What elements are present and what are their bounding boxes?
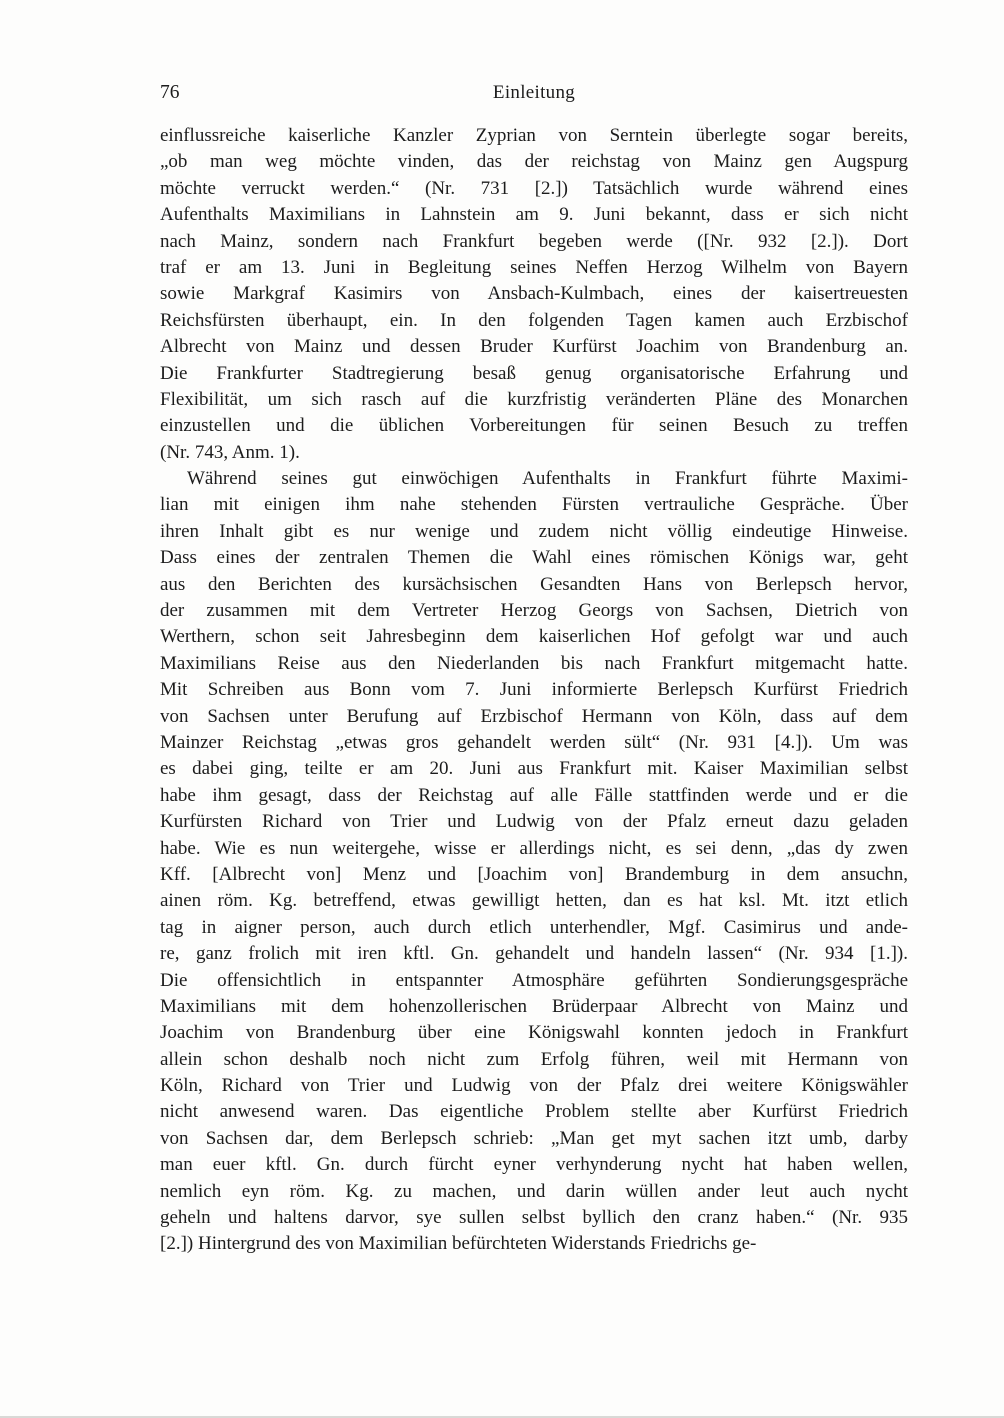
text-line: von Sachsen unter Berufung auf Erzbischof Hermann von Köln, dass auf dem <box>160 705 908 727</box>
text-line: Die Frankfurter Stadtregierung besaß genug organisatorische Erfahrung und <box>160 362 908 384</box>
text-line: Dass eines der zentralen Themen die Wahl eines römischen Königs war, geht <box>160 547 908 569</box>
text-line: von Sachsen dar, dem Berlepsch schrieb: „Man get myt sachen itzt umb, darby <box>160 1127 908 1149</box>
text-line: Die offensichtlich in entspannter Atmosphäre geführten Sondierungsgespräche <box>160 969 908 991</box>
text-line: [2.]) Hintergrund des von Maximilian befürchteten Widerstands Friedrichs ge- <box>160 1233 757 1255</box>
text-line: nicht anwesend waren. Das eigentliche Problem stellte aber Kurfürst Friedrich <box>160 1101 908 1123</box>
text-line: allein schon deshalb noch nicht zum Erfolg führen, weil mit Hermann von <box>160 1048 908 1070</box>
text-line: Flexibilität, um sich rasch auf die kurzfristig veränderten Pläne des Monarchen <box>160 388 908 410</box>
text-line: möchte verruckt werden.“ (Nr. 731 [2.]) Tatsächlich wurde während eines <box>160 177 908 199</box>
text-line: Maximilians mit dem hohenzollerischen Brüderpaar Albrecht von Mainz und <box>160 995 908 1017</box>
section-heading: Einleitung <box>492 82 576 103</box>
text-line: Albrecht von Mainz und dessen Bruder Kurfürst Joachim von Brandenburg an. <box>160 336 908 358</box>
paragraph <box>160 123 908 466</box>
text-line: aus den Berichten des kursächsischen Gesandten Hans von Berlepsch hervor, <box>160 573 908 595</box>
text-line: Köln, Richard von Trier und Ludwig von der Pfalz drei weitere Königswähler <box>160 1075 908 1097</box>
text-line: traf er am 13. Juni in Begleitung seines Neffen Herzog Wilhelm von Bayern <box>160 256 908 278</box>
text-line: Maximilians Reise aus den Niederlanden bis nach Frankfurt mitgemacht hatte. <box>160 652 908 674</box>
text-line: man euer kftl. Gn. durch fürcht eyner verhynderung nycht hat haben wellen, <box>160 1154 908 1176</box>
text-line: ainen röm. Kg. betreffend, etwas gewilligt hetten, dan es hat ksl. Mt. itzt etlich <box>160 890 908 912</box>
text-line: Mit Schreiben aus Bonn vom 7. Juni informierte Berlepsch Kurfürst Friedrich <box>160 679 908 701</box>
text-line: nemlich eyn röm. Kg. zu machen, und darin wüllen ander leut auch nycht <box>160 1180 908 1202</box>
text-block <box>160 123 908 1258</box>
text-line: einzustellen und die üblichen Vorbereitungen für seinen Besuch zu treffen <box>160 415 908 437</box>
text-line: Kurfürsten Richard von Trier und Ludwig von der Pfalz erneut dazu geladen <box>160 811 908 833</box>
text-line: Werthern, schon seit Jahresbeginn dem kaiserlichen Hof gefolgt war und auch <box>160 626 908 648</box>
page-number: 76 <box>160 82 180 103</box>
text-line: habe. Wie es nun weitergehe, wisse er allerdings nicht, es sei denn, „das dy zwen <box>160 837 908 859</box>
text-line: der zusammen mit dem Vertreter Herzog Georgs von Sachsen, Dietrich von <box>160 600 908 622</box>
text-line: einflussreiche kaiserliche Kanzler Zyprian von Serntein überlegte sogar bereits, <box>160 125 908 146</box>
text-line: Während seines gut einwöchigen Aufenthalts in Frankfurt führte Maximi- <box>187 468 908 490</box>
text-line: „ob man weg möchte vinden, das der reichstag von Mainz gen Augspurg <box>160 151 908 173</box>
text-line: Kff. [Albrecht von] Menz und [Joachim von] Brandemburg in dem ansuchn, <box>160 863 908 885</box>
text-line: re, ganz frolich mit iren kftl. Gn. gehandelt und handeln lassen“ (Nr. 934 [1.]). <box>160 943 908 965</box>
page-header <box>160 80 908 107</box>
text-line: sowie Markgraf Kasimirs von Ansbach-Kulmbach, eines der kaisertreuesten <box>160 283 908 305</box>
text-line: habe ihm gesagt, dass der Reichstag auf alle Fälle stattfinden werde und er die <box>160 784 908 806</box>
text-line: Reichsfürsten überhaupt, ein. In den folgenden Tagen kamen auch Erzbischof <box>160 309 908 331</box>
text-line: tag in aigner person, auch durch etlich unterhendler, Mgf. Casimirus und ande- <box>160 916 908 938</box>
text-line: Joachim von Brandenburg über eine Königswahl konnten jedoch in Frankfurt <box>160 1022 908 1044</box>
text-line: nach Mainz, sondern nach Frankfurt begeben werde ([Nr. 932 [2.]). Dort <box>160 230 908 252</box>
text-line: (Nr. 743, Anm. 1). <box>160 441 300 463</box>
paragraph <box>160 466 908 1258</box>
text-line: ihren Inhalt gibt es nur wenige und zudem nicht völlig eindeutige Hinweise. <box>160 520 908 542</box>
text-line: lian mit einigen ihm nahe stehenden Fürsten vertrauliche Gespräche. Über <box>160 494 908 516</box>
text-line: es dabei ging, teilte er am 20. Juni aus Frankfurt mit. Kaiser Maximilian selbst <box>160 758 908 780</box>
text-line: Aufenthalts Maximilians in Lahnstein am 9. Juni bekannt, dass er sich nicht <box>160 204 908 226</box>
text-line: geheln und haltens darvor, sye sullen selbst byllich den cranz haben.“ (Nr. 935 <box>160 1207 908 1229</box>
text-line: Mainzer Reichstag „etwas gros gehandelt werden sült“ (Nr. 931 [4.]). Um was <box>160 731 908 753</box>
